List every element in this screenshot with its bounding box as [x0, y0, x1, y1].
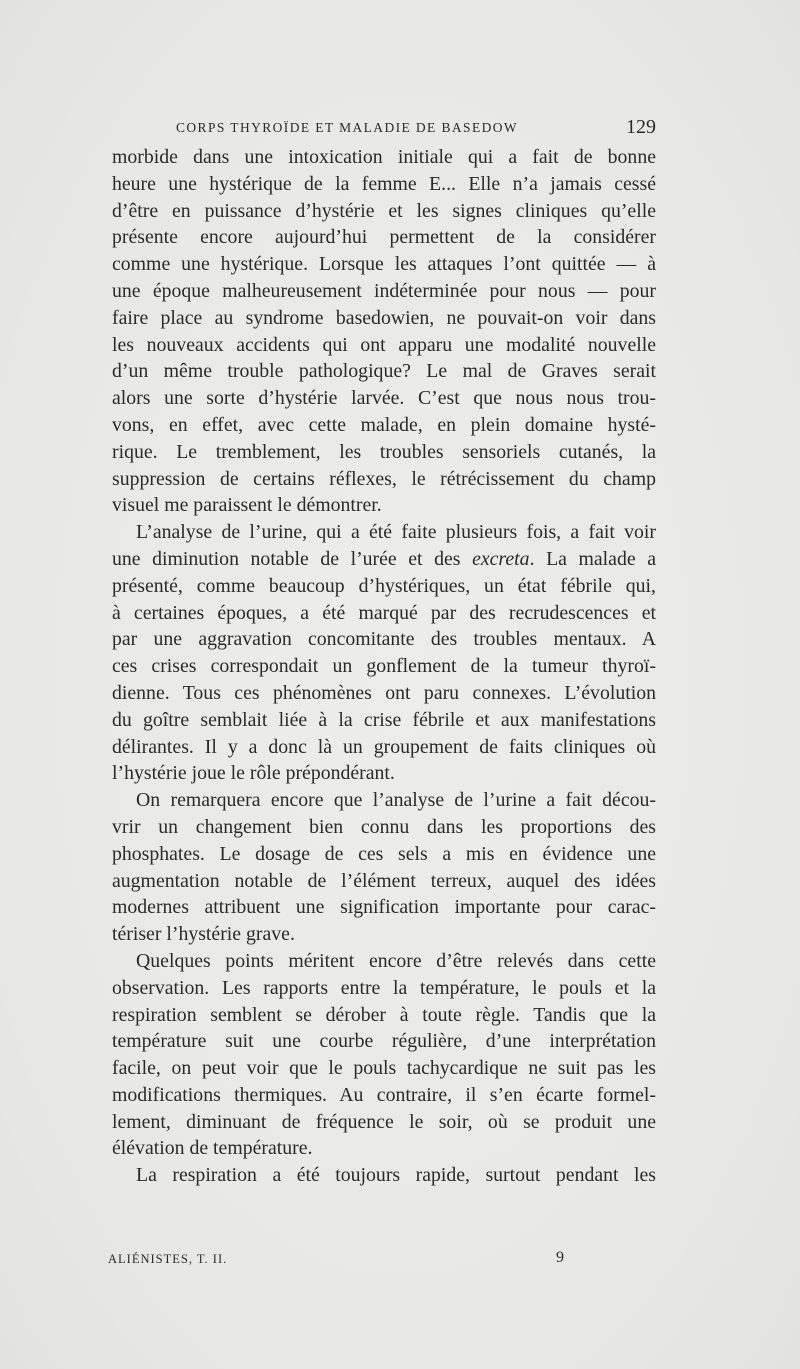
text-line: faire place au syndrome basedowien, ne pouvait-on voir dans [112, 306, 656, 329]
sheet-number: 9 [556, 1249, 564, 1266]
text-line: rique. Le tremblement, les troubles sensoriels cutanés, la [112, 440, 656, 463]
text-line: d’un même trouble pathologique? Le mal de Graves serait [112, 360, 656, 383]
text-line: du goître semblait liée à la crise fébrile et aux manifestations [112, 708, 656, 731]
text-segment: . La malade a [529, 547, 656, 570]
text-line: vons, en effet, avec cette malade, en plein domaine hysté- [112, 413, 656, 436]
text-line: une époque malheureusement indéterminée pour nous — pour [112, 279, 656, 302]
text-line: Quelques points méritent encore d’être relevés dans cette [136, 949, 656, 972]
text-line: par une aggravation concomitante des troubles mentaux. A [112, 628, 656, 651]
text-line: modernes attribuent une signification importante pour carac- [112, 896, 656, 919]
printer-signature: ALIÉNISTES, T. II. [108, 1252, 228, 1266]
text-line: L’analyse de l’urine, qui a été faite plusieurs fois, a fait voir [136, 521, 656, 544]
page-number: 129 [626, 116, 656, 138]
text-line: délirantes. Il y a donc là un groupement de faits cliniques où [112, 735, 656, 758]
text-line: tériser l’hystérie grave. [112, 923, 295, 946]
text-line: facile, on peut voir que le pouls tachycardique ne suit pas les [112, 1057, 656, 1080]
text-line: élévation de température. [112, 1137, 313, 1160]
text-line: présenté, comme beaucoup d’hystériques, un état fébrile qui, [112, 574, 656, 597]
text-line: d’être en puissance d’hystérie et les signes cliniques qu’elle [112, 199, 656, 222]
italic-word: excreta [472, 547, 530, 570]
text-line: heure une hystérique de la femme E... Elle n’a jamais cessé [112, 172, 656, 195]
text-line: suppression de certains réflexes, le rétrécissement du champ [112, 467, 656, 490]
text-line: respiration semblent se dérober à toute règle. Tandis que la [112, 1003, 656, 1026]
text-line: phosphates. Le dosage de ces sels a mis en évidence une [112, 842, 656, 865]
text-line: alors une sorte d’hystérie larvée. C’est que nous nous trou- [112, 387, 656, 410]
text-line: visuel me paraissent le démontrer. [112, 494, 382, 517]
text-line: vrir un changement bien connu dans les proportions des [112, 815, 656, 838]
text-line: modifications thermiques. Au contraire, il s’en écarte formel- [112, 1083, 656, 1106]
text-line: température suit une courbe régulière, d’une interprétation [112, 1030, 656, 1053]
text-line: augmentation notable de l’élément terreux, auquel des idées [112, 869, 656, 892]
text-line: à certaines époques, a été marqué par des recrudescences et [112, 601, 656, 624]
text-line: dienne. Tous ces phénomènes ont paru connexes. L’évolution [112, 681, 656, 704]
text-line: On remarquera encore que l’analyse de l’urine a fait décou- [136, 789, 656, 812]
text-line: lement, diminuant de fréquence le soir, où se produit une [112, 1110, 656, 1133]
text-line: La respiration a été toujours rapide, surtout pendant les [136, 1164, 656, 1187]
footer [108, 1249, 656, 1269]
running-head [112, 116, 656, 142]
text-line: observation. Les rapports entre la température, le pouls et la [112, 976, 656, 999]
text-line-with-italic [112, 546, 656, 573]
body-text [112, 144, 656, 1189]
text-line: l’hystérie joue le rôle prépondérant. [112, 762, 395, 785]
text-line: ces crises correspondait un gonflement de la tumeur thyroï- [112, 655, 656, 678]
text-line: les nouveaux accidents qui ont apparu une modalité nouvelle [112, 333, 656, 356]
text-line: présente encore aujourd’hui permettent de la considérer [112, 226, 656, 249]
text-line: comme une hystérique. Lorsque les attaques l’ont quittée — à [112, 253, 656, 276]
text-segment: une diminution notable de l’urée et des [112, 547, 473, 570]
text-line: morbide dans une intoxication initiale qui a fait de bonne [112, 146, 656, 168]
running-title: CORPS THYROÏDE ET MALADIE DE BASEDOW [176, 120, 519, 135]
